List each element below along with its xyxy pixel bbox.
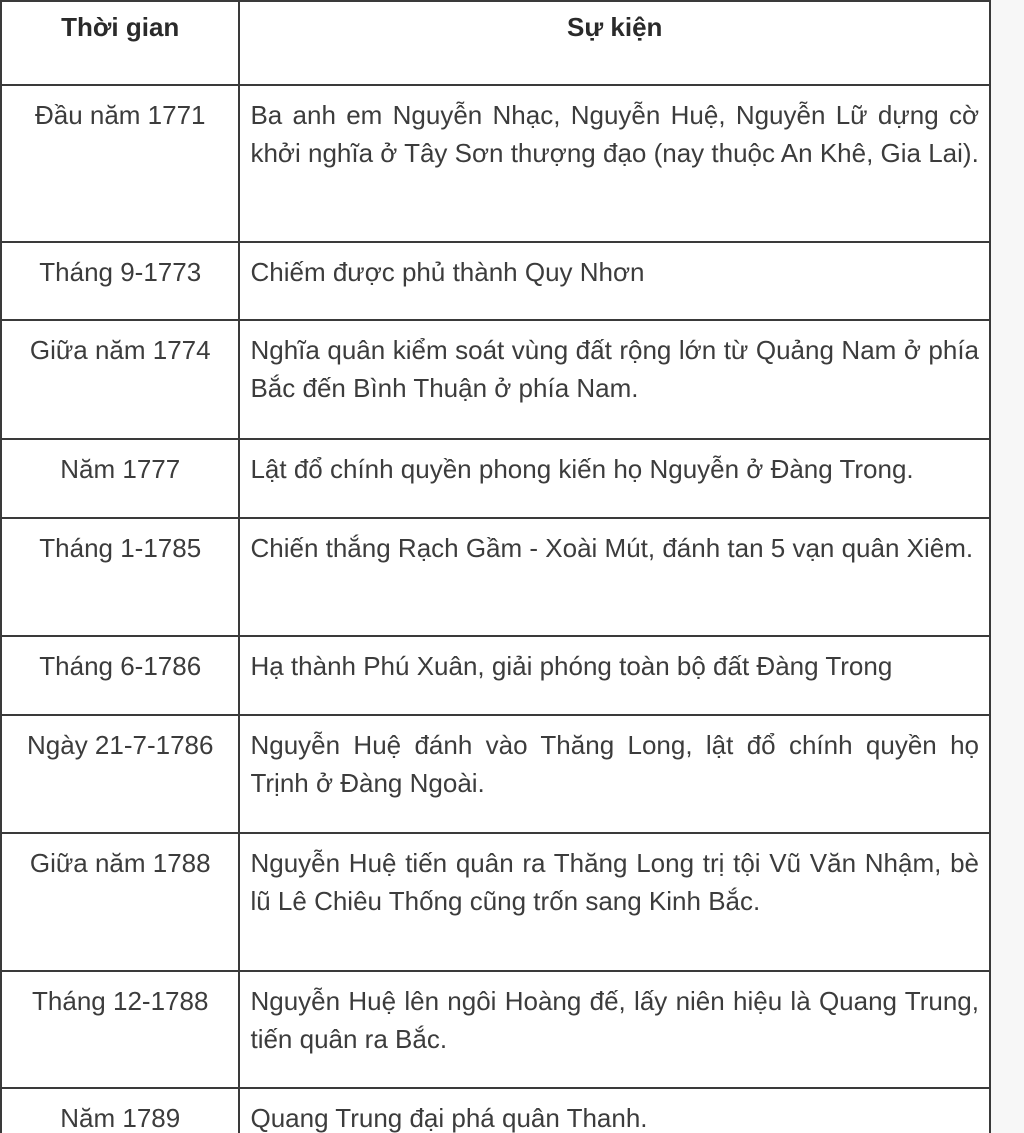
event-cell: Ba anh em Nguyễn Nhạc, Nguyễn Huệ, Nguyễn Lữ dựng cờ khởi nghĩa ở Tây Sơn thượng đạo (nay thuộc An Khê, Gia Lai).	[239, 85, 990, 242]
table-row	[1, 971, 990, 1088]
table-row	[1, 439, 990, 518]
time-cell: Giữa năm 1788	[1, 833, 239, 971]
table-row	[1, 715, 990, 833]
event-cell: Lật đổ chính quyền phong kiến họ Nguyễn ở Đàng Trong.	[239, 439, 990, 518]
event-cell: Hạ thành Phú Xuân, giải phóng toàn bộ đất Đàng Trong	[239, 636, 990, 715]
time-cell: Tháng 12-1788	[1, 971, 239, 1088]
table-row	[1, 636, 990, 715]
table-row	[1, 320, 990, 439]
time-cell: Tháng 6-1786	[1, 636, 239, 715]
event-cell: Nguyễn Huệ đánh vào Thăng Long, lật đổ chính quyền họ Trịnh ở Đàng Ngoài.	[239, 715, 990, 833]
table-row	[1, 518, 990, 636]
time-cell: Năm 1789	[1, 1088, 239, 1133]
table-row	[1, 242, 990, 320]
time-cell: Tháng 1-1785	[1, 518, 239, 636]
table-row	[1, 85, 990, 242]
event-cell: Nghĩa quân kiểm soát vùng đất rộng lớn từ Quảng Nam ở phía Bắc đến Bình Thuận ở phía Nam.	[239, 320, 990, 439]
event-cell: Nguyễn Huệ lên ngôi Hoàng đế, lấy niên hiệu là Quang Trung, tiến quân ra Bắc.	[239, 971, 990, 1088]
time-cell: Ngày 21-7-1786	[1, 715, 239, 833]
table-header-row	[1, 1, 990, 85]
time-cell: Đầu năm 1771	[1, 85, 239, 242]
right-gutter	[991, 0, 1024, 1133]
table-row	[1, 833, 990, 971]
time-cell: Tháng 9-1773	[1, 242, 239, 320]
time-cell: Năm 1777	[1, 439, 239, 518]
event-cell: Chiến thắng Rạch Gầm - Xoài Mút, đánh tan 5 vạn quân Xiêm.	[239, 518, 990, 636]
event-cell: Nguyễn Huệ tiến quân ra Thăng Long trị tội Vũ Văn Nhậm, bè lũ Lê Chiêu Thống cũng trốn sang Kinh Bắc.	[239, 833, 990, 971]
event-cell: Quang Trung đại phá quân Thanh.	[239, 1088, 990, 1133]
time-cell: Giữa năm 1774	[1, 320, 239, 439]
header-event: Sự kiện	[239, 1, 990, 85]
table-row	[1, 1088, 990, 1133]
event-cell: Chiếm được phủ thành Quy Nhơn	[239, 242, 990, 320]
header-time: Thời gian	[1, 1, 239, 85]
